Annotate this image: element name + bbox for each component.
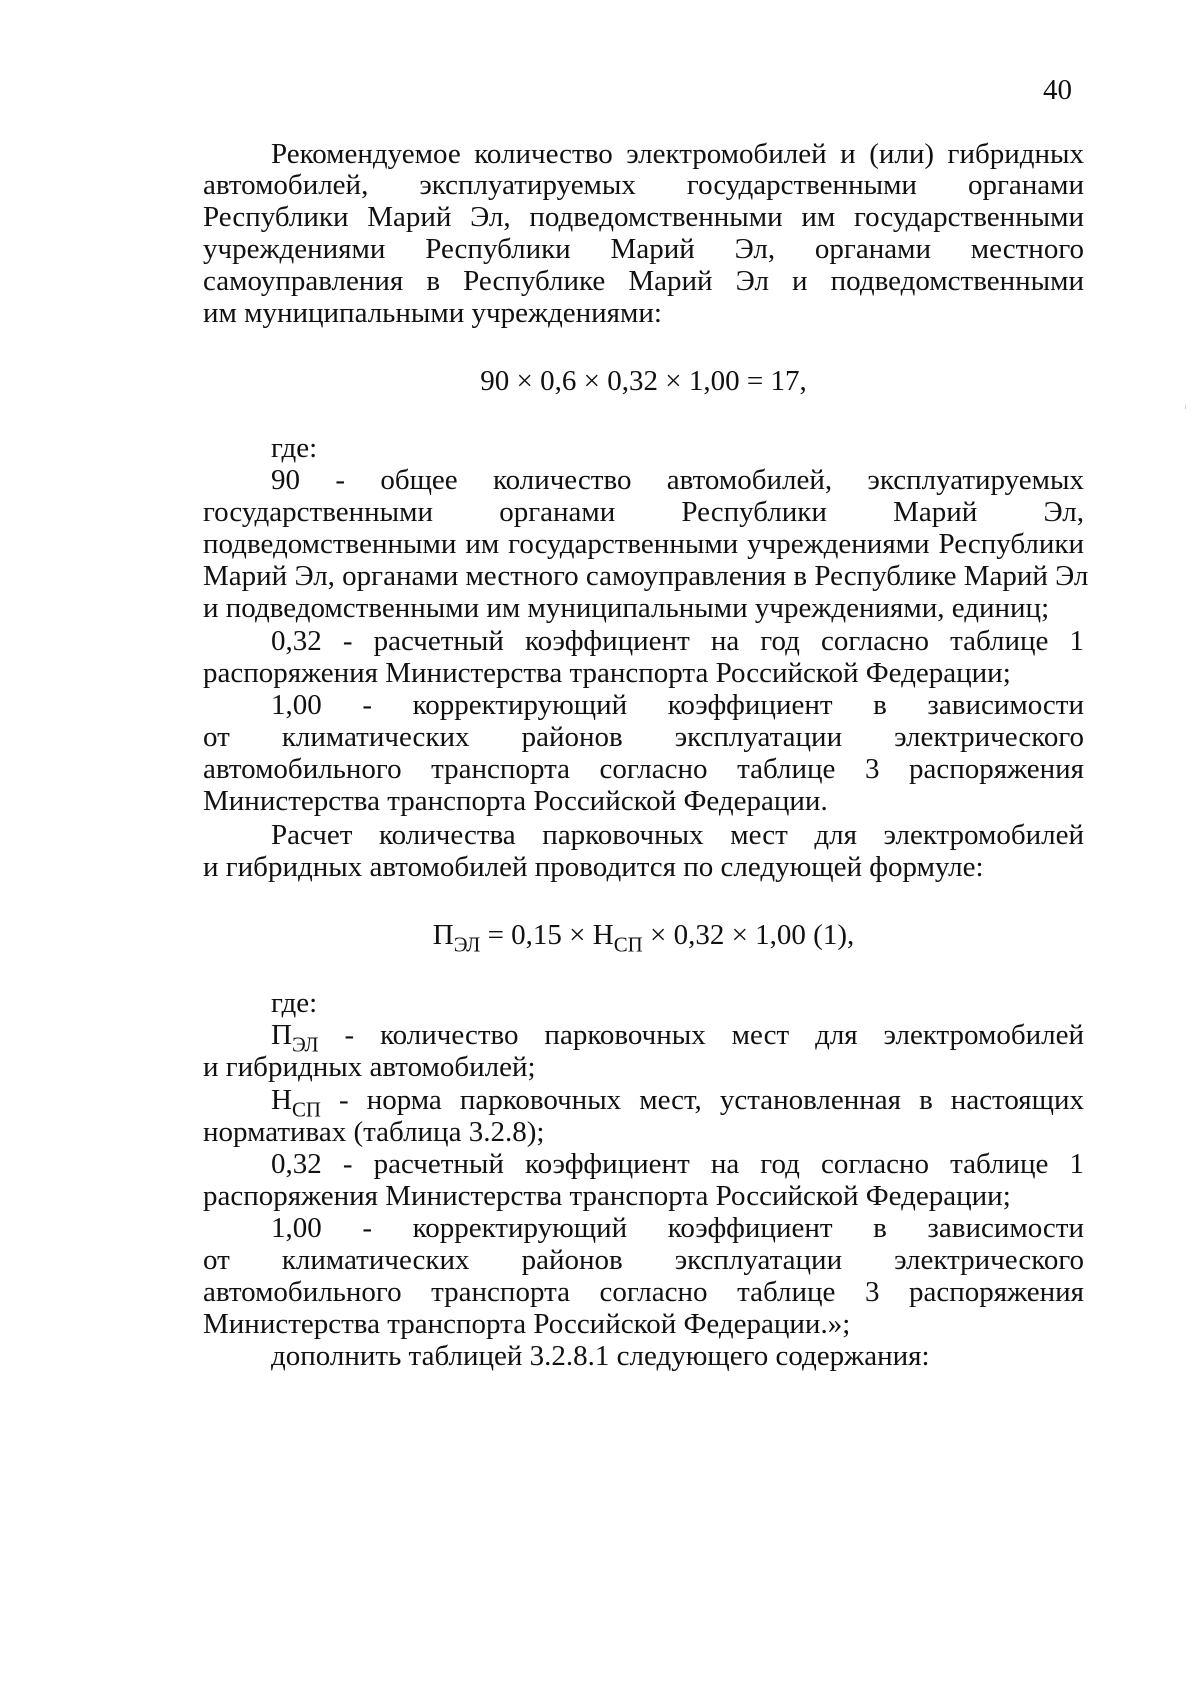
definitions-1-line-7: распоряжения Министерства транспорта Российской Федерации; <box>203 657 1011 689</box>
formula-2-p: П <box>432 919 454 951</box>
paragraph-2-line-1: Расчет количества парковочных мест для электромобилей <box>271 819 1084 851</box>
definitions-1-line-6: 0,32 - расчетный коэффициент на год согласно таблице 1 <box>271 625 1084 657</box>
paragraph-2-line-2: и гибридных автомобилей проводится по следующей формуле: <box>203 851 984 883</box>
paragraph-1-line-1: Рекомендуемое количество электромобилей и (или) гибридных <box>271 138 1084 170</box>
definitions-2-pel-line-1 <box>271 1018 1084 1057</box>
closing-line: дополнить таблицей 3.2.8.1 следующего содержания: <box>271 1340 930 1372</box>
definitions-2-line-6: Министерства транспорта Российской Федерации.»; <box>203 1308 851 1340</box>
page-number: 40 <box>1043 74 1072 106</box>
definitions-2-nsp-line-1 <box>271 1083 1084 1122</box>
definitions-1-line-5: и подведомственными им муниципальными учреждениями, единиц; <box>203 592 1050 624</box>
definitions-1-line-3: подведомственными им государственными учреждениями Республики <box>203 528 1084 560</box>
definitions-2-line-5: автомобильного транспорта согласно таблице 3 распоряжения <box>203 1276 1084 1308</box>
definitions-1-line-8: 1,00 - корректирующий коэффициент в зависимости <box>271 689 1084 721</box>
paragraph-1-line-4: учреждениями Республики Марий Эл, органами местного <box>203 233 1084 265</box>
definitions-1-line-11: Министерства транспорта Российской Федерации. <box>203 785 828 817</box>
paragraph-1-line-6: им муниципальными учреждениями: <box>203 297 662 329</box>
nsp-symbol: Н <box>271 1084 292 1116</box>
formula-2-middle: = 0,15 × Н <box>480 919 614 951</box>
paragraph-1-line-2: автомобилей, эксплуатируемых государственными органами <box>203 169 1084 201</box>
formula-2-tail: × 0,32 × 1,00 (1), <box>642 919 855 951</box>
scan-edge-mark <box>1185 405 1186 409</box>
paragraph-1-line-3: Республики Марий Эл, подведомственными им государственными <box>203 201 1084 233</box>
formula-2-p-subscript: ЭЛ <box>453 932 481 957</box>
definitions-1-line-10: автомобильного транспорта согласно таблице 3 распоряжения <box>203 753 1084 785</box>
definitions-2-nsp-line-2: нормативах (таблица 3.2.8); <box>203 1116 545 1148</box>
definitions-2-line-4: от климатических районов эксплуатации электрического <box>203 1244 1084 1276</box>
definitions-1-line-2: государственными органами Республики Марий Эл, <box>203 496 1084 528</box>
formula-1: 90 × 0,6 × 0,32 × 1,00 = 17, <box>480 365 807 397</box>
definitions-1-line-9: от климатических районов эксплуатации электрического <box>203 721 1084 753</box>
where-label-1: где: <box>271 432 318 464</box>
definitions-1-line-4: Марий Эл, органами местного самоуправления в Республике Марий Эл <box>203 560 1089 592</box>
definitions-1-line-1: 90 - общее количество автомобилей, эксплуатируемых <box>271 464 1084 496</box>
nsp-subscript: СП <box>291 1097 321 1122</box>
nsp-description: - норма парковочных мест, установленная в настоящих <box>320 1084 1084 1116</box>
definitions-2-line-2: распоряжения Министерства транспорта Российской Федерации; <box>203 1180 1011 1212</box>
formula-2-n-subscript: СП <box>613 932 643 957</box>
pel-description: - количество парковочных мест для электромобилей <box>318 1019 1084 1051</box>
definitions-2-pel-line-2: и гибридных автомобилей; <box>203 1051 536 1083</box>
pel-subscript: ЭЛ <box>291 1032 319 1057</box>
definitions-2-line-1: 0,32 - расчетный коэффициент на год согласно таблице 1 <box>271 1148 1084 1180</box>
definitions-2-line-3: 1,00 - корректирующий коэффициент в зависимости <box>271 1212 1084 1244</box>
formula-2 <box>203 918 1084 957</box>
paragraph-1-line-5: самоуправления в Республике Марий Эл и подведомственными <box>203 265 1084 297</box>
where-label-2: где: <box>271 987 318 1019</box>
pel-symbol: П <box>271 1019 292 1051</box>
